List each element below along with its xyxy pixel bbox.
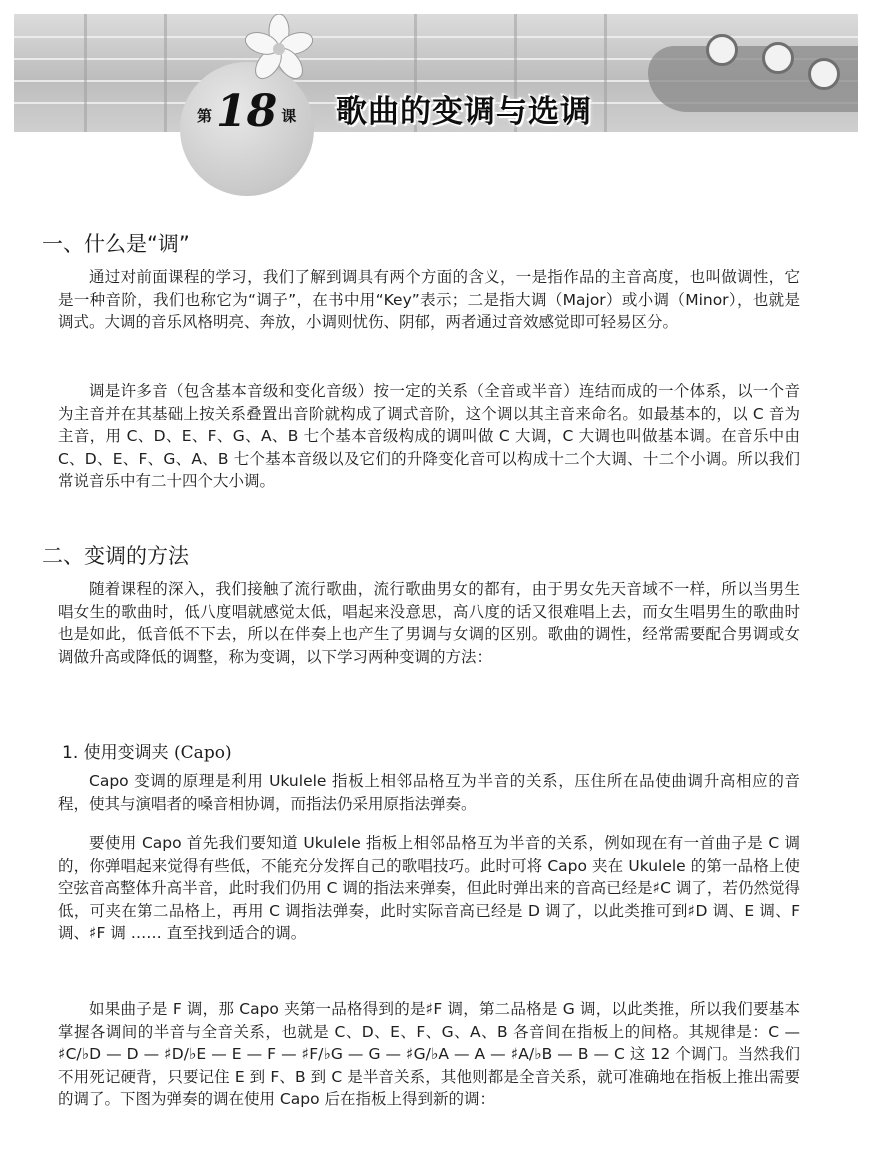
- paragraph: 随着课程的深入，我们接触了流行歌曲，流行歌曲男女的都有，由于男女先天音域不一样，所以当男生唱女生的歌曲时，低八度唱就感觉太低，唱起来没意思，高八度的话又很难唱上去，而女生唱男生的歌曲时也是如此，低音低不下去，所以在伴奏上也产生了男调与女调的区别。歌曲的调性，经常需要配合男调或女调做升高或降低的调整，称为变调，以下学习两种变调的方法：: [58, 580, 800, 666]
- subsection-heading: [62, 738, 232, 763]
- section-heading: 二、变调的方法: [42, 544, 189, 568]
- subsection-title-suffix: (Capo): [174, 743, 232, 763]
- subsection-number: 1.: [62, 743, 79, 763]
- paragraph: 调是许多音（包含基本音级和变化音级）按一定的关系（全音或半音）连结而成的一个体系，以一个音为主音并在其基础上按关系叠置出音阶就构成了调式音阶，这个调以其主音来命名。如最基本的，以 C 音为主音，用 C、D、E、F、G、A、B 七个基本音级构成的调叫做 C 大调，C 大调也叫做基本调。在音乐中由 C、D、E、F、G、A、B 七个基本音级以及它们的升降变化音可以构成十二个大调、十二个小调。所以我们常说音乐中有二十四个大小调。: [58, 382, 800, 490]
- paragraph: 通过对前面课程的学习，我们了解到调具有两个方面的含义，一是指作品的主音高度，也叫做调性，它是一种音阶，我们也称它为“调子”，在书中用“Key”表示；二是指大调（Major）或小调（Minor），也就是调式。大调的音乐风格明亮、奔放，小调则忧伤、阴郁，两者通过音效感觉即可轻易区分。: [58, 268, 800, 331]
- tuning-peg-icon: [808, 58, 840, 90]
- lesson-number: 18: [216, 86, 278, 137]
- lesson-title: 歌曲的变调与选调: [336, 94, 592, 130]
- banner-fret: [84, 14, 87, 132]
- subsection-title: 使用变调夹: [83, 743, 169, 763]
- paragraph: Capo 变调的原理是利用 Ukulele 指板上相邻品格互为半音的关系，压住所在品使曲调升高相应的音程，使其与演唱者的嗓音相协调，而指法仍采用原指法弹奏。: [58, 772, 800, 813]
- lesson-prefix: 第: [197, 107, 213, 125]
- paragraph: 如果曲子是 F 调，那 Capo 夹第一品格得到的是♯F 调，第二品格是 G 调，以此类推，所以我们要基本掌握各调间的半音与全音关系，也就是 C、D、E、F、G、A、B 各音间在指板上的间格。其规律是：C — ♯C/♭D — D — ♯D/♭E — E — F — ♯F/♭G — G — ♯G/♭A — A — ♯A/♭B — B — C 这 12 个调门。当然我们不用死记硬背，只要记住 E 到 F、B 到 C 是半音关系，其他则都是全音关系，就可准确地在指板上推出需要的调了。下图为弹奏的调在使用 Capo 后在指板上得到新的调：: [58, 1000, 800, 1108]
- tuning-peg-icon: [706, 34, 738, 66]
- tuning-peg-icon: [762, 42, 794, 74]
- plumeria-flower-icon: [244, 14, 314, 84]
- lesson-suffix: 课: [281, 107, 297, 125]
- section-heading: 一、什么是“调”: [42, 232, 190, 256]
- banner-fret: [164, 14, 167, 132]
- banner-fret: [604, 14, 607, 132]
- paragraph: 要使用 Capo 首先我们要知道 Ukulele 指板上相邻品格互为半音的关系，例如现在有一首曲子是 C 调的，你弹唱起来觉得有些低，不能充分发挥自己的歌唱技巧。此时可将 Capo 夹在 Ukulele 的第一品格上使空弦音高整体升高半音，此时我们仍用 C 调的指法来弹奏，但此时弹出来的音高已经是♯C 调了，若仍然觉得低，可夹在第二品格上，再用 C 调指法弹奏，此时实际音高已经是 D 调了，以此类推可到♯D 调、E 调、F 调、♯F 调 …… 直至找到适合的调。: [58, 834, 800, 942]
- lesson-number-label: [197, 86, 297, 137]
